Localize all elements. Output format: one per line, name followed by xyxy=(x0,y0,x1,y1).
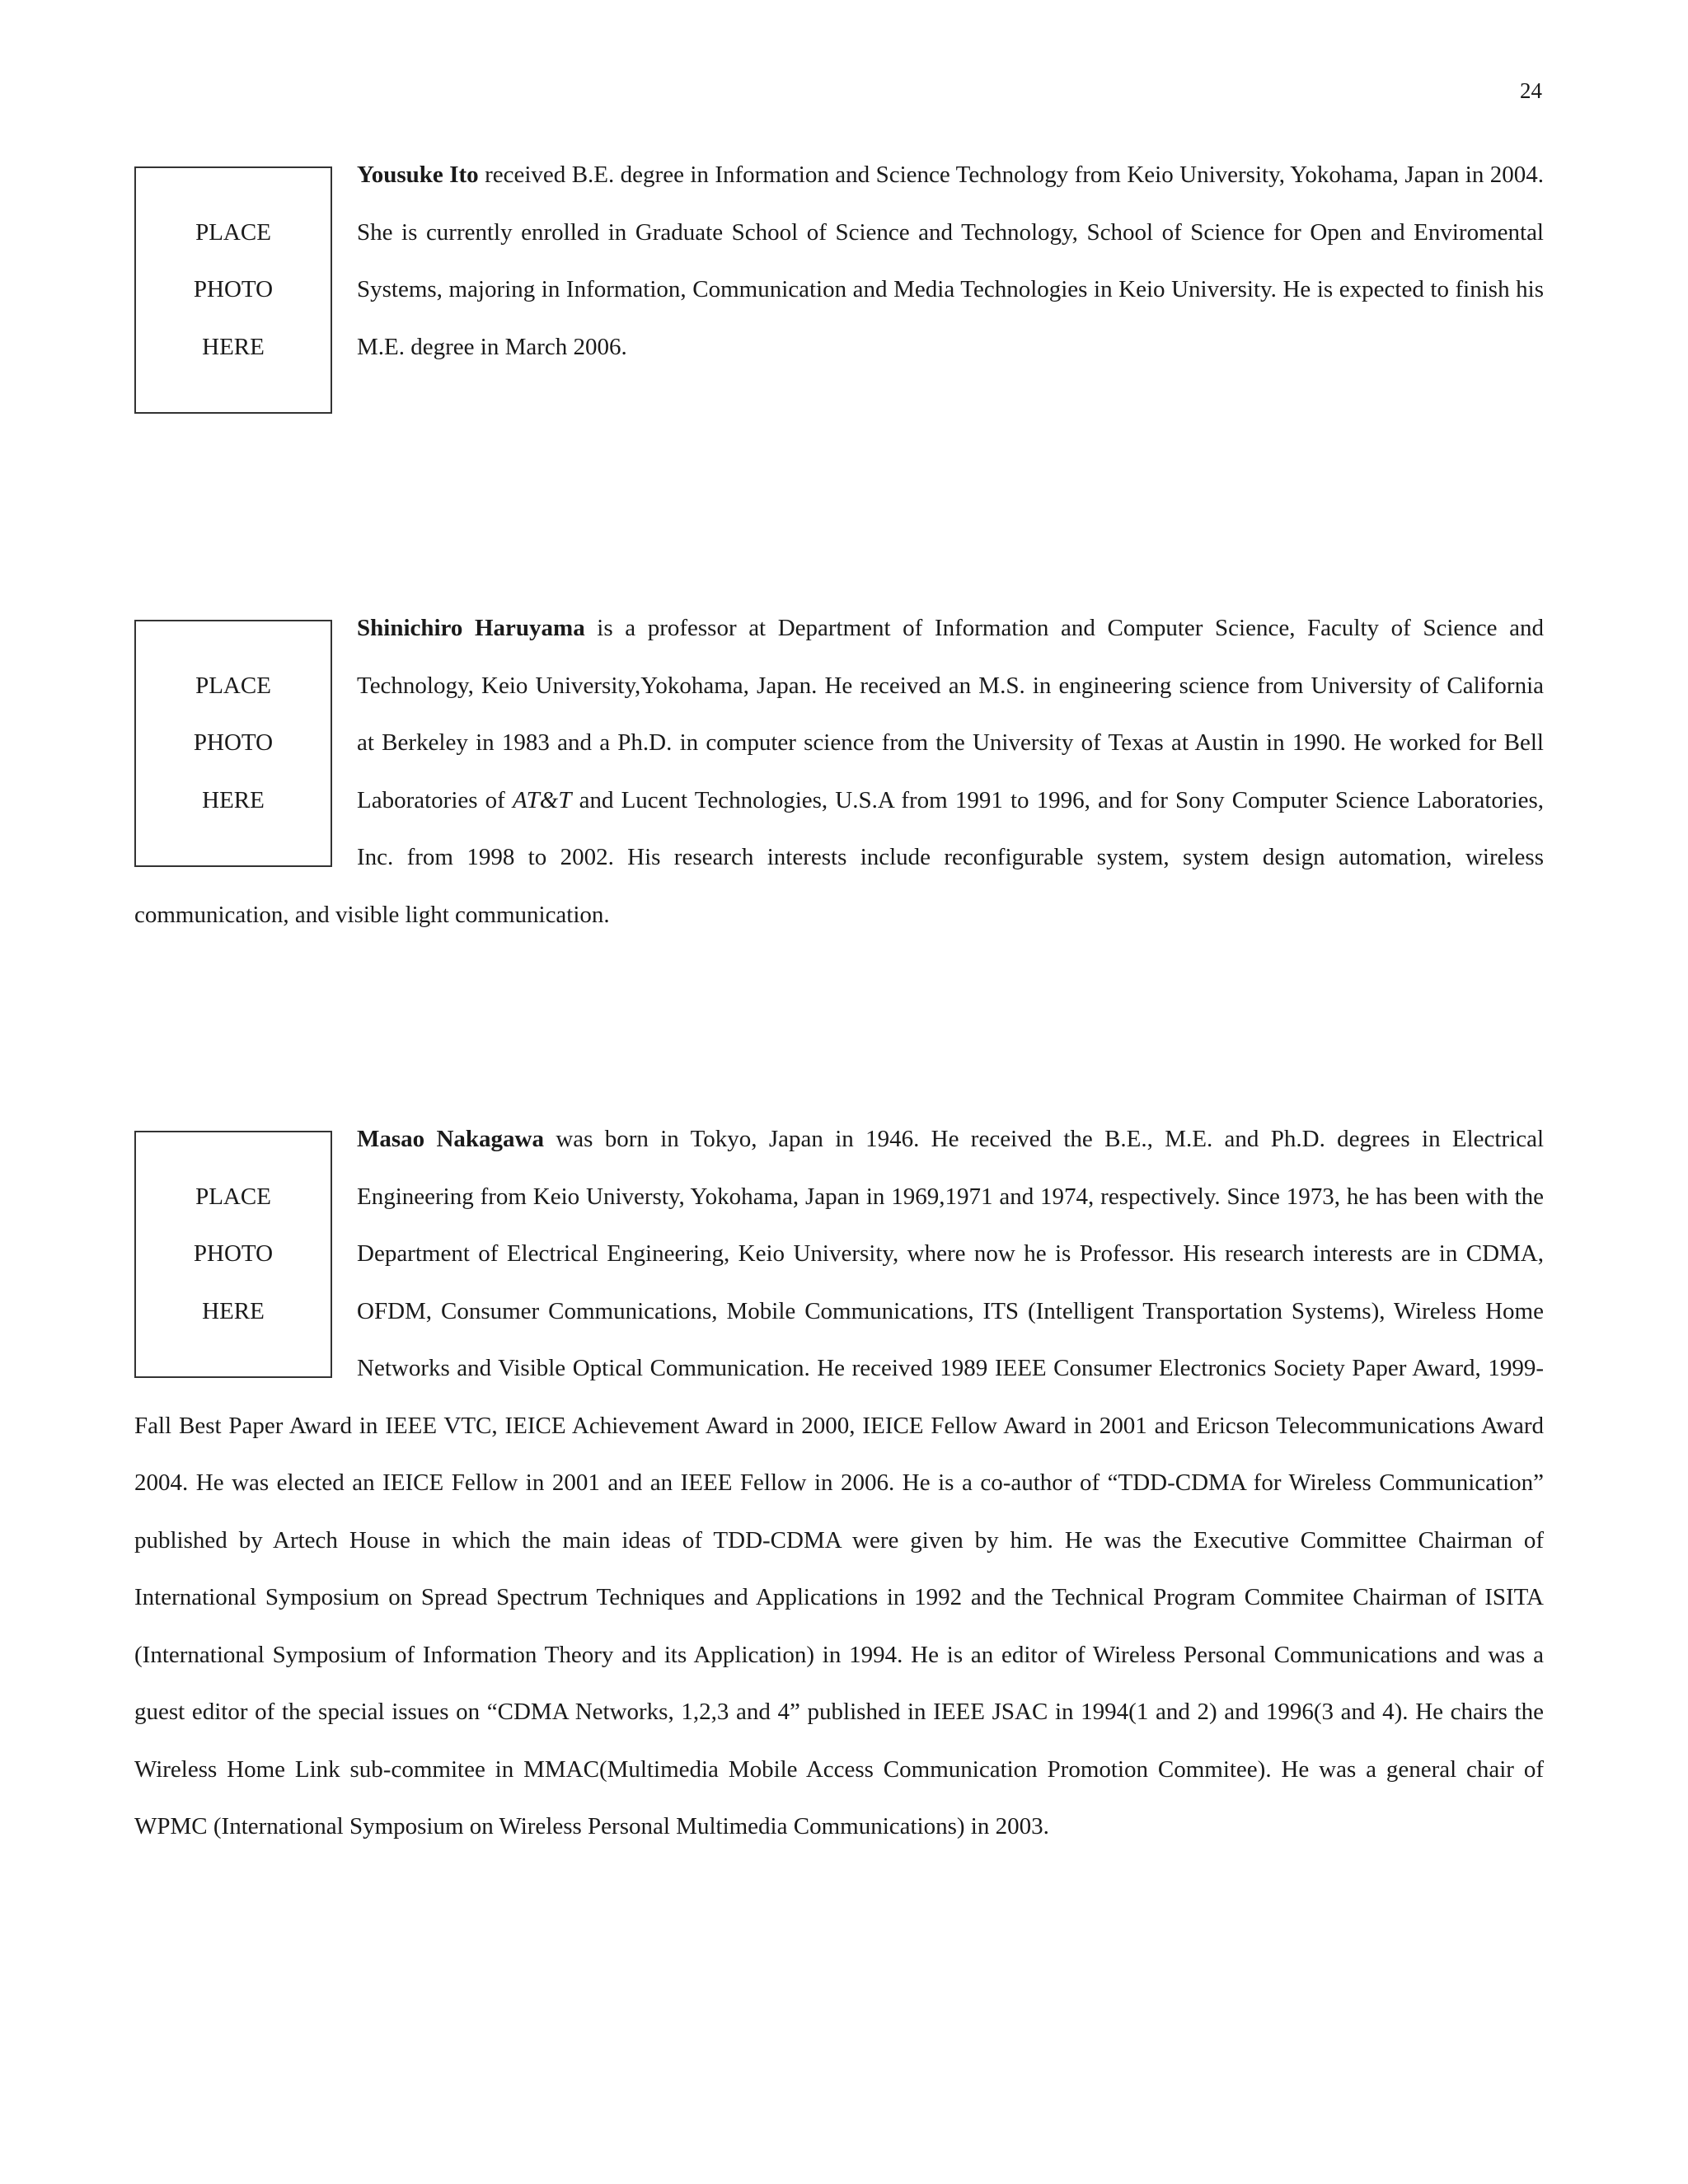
biography-body: received B.E. degree in Information and Science Technology from Keio University, Yokohama, Japan in 2004. She is currently enrolled in Graduate School of Science and Technology, School of Science for Open and Enviromental Systems, majoring in Information, Communication and Media Technologies in Keio University. He is expected to finish his M.E. degree in March 2006. xyxy=(357,162,1544,360)
biography-body: is a professor at Department of Information and Computer Science, Faculty of Science and Technology, Keio University,Yokohama, Japan. He received an M.S. in engineering science from University of California at Berkeley in 1983 and a Ph.D. in computer science from the University of Texas at Austin in 1990. He worked for Bell Laboratories of xyxy=(357,615,1544,813)
photo-placeholder xyxy=(134,166,332,414)
photo-placeholder-line: PLACE xyxy=(195,1183,271,1210)
photo-placeholder-line: HERE xyxy=(202,333,265,360)
biography-text xyxy=(134,1111,1544,1856)
photo-placeholder-line: PLACE xyxy=(195,672,271,699)
biography-shinichiro-haruyama xyxy=(134,600,1544,944)
biography-text xyxy=(134,600,1544,944)
biography-yousuke-ito xyxy=(134,147,1544,414)
biography-masao-nakagawa xyxy=(134,1111,1544,1856)
photo-placeholder xyxy=(134,620,332,867)
photo-placeholder-line: PHOTO xyxy=(193,276,274,303)
author-name: Yousuke Ito xyxy=(357,162,479,188)
company-name: AT&T xyxy=(512,786,572,813)
photo-placeholder xyxy=(134,1131,332,1378)
author-name: Shinichiro Haruyama xyxy=(357,615,585,641)
photo-placeholder-line: HERE xyxy=(202,1297,265,1324)
page-number: 24 xyxy=(1520,78,1542,103)
photo-placeholder-line: HERE xyxy=(202,786,265,813)
biography-text xyxy=(134,147,1544,376)
photo-placeholder-line: PHOTO xyxy=(193,729,274,757)
photo-placeholder-line: PLACE xyxy=(195,218,271,246)
photo-placeholder-line: PHOTO xyxy=(193,1240,274,1268)
biography-body-continued: and Lucent Technologies, U.S.A from 1991 to 1996, and for Sony Computer Science Laboratories, Inc. from 1998 to 2002. His research interests include reconfigurable system, system design automation, wireless communication, and visible light communication. xyxy=(134,786,1544,928)
author-name: Masao Nakagawa xyxy=(357,1126,544,1152)
biography-body: was born in Tokyo, Japan in 1946. He received the B.E., M.E. and Ph.D. degrees in Electrical Engineering from Keio Universty, Yokohama, Japan in 1969,1971 and 1974, respectively. Since 1973, he has been with the Department of Electrical Engineering, Keio University, where now he is Professor. His research interests are in CDMA, OFDM, Consumer Communications, Mobile Communications, ITS (Intelligent Transportation Systems), Wireless Home Networks and Visible Optical Communication. He received 1989 IEEE Consumer Electronics Society Paper Award, 1999-Fall Best Paper Award in IEEE VTC, IEICE Achievement Award in 2000, IEICE Fellow Award in 2001 and Ericson Telecommunications Award 2004. He was elected an IEICE Fellow in 2001 and an IEEE Fellow in 2006. He is a co-author of “TDD-CDMA for Wireless Communication” published by Artech House in which the main ideas of TDD-CDMA were given by him. He was the Executive Committee Chairman of International Symposium on Spread Spectrum Techniques and Applications in 1992 and the Technical Program Commitee Chairman of ISITA (International Symposium of Information Theory and its Application) in 1994. He is an editor of Wireless Personal Communications and was a guest editor of the special issues on “CDMA Networks, 1,2,3 and 4” published in IEEE JSAC in 1994(1 and 2) and 1996(3 and 4). He chairs the Wireless Home Link sub-commitee in MMAC(Multimedia Mobile Access Communication Promotion Commitee). He was a general chair of WPMC (International Symposium on Wireless Personal Multimedia Communications) in 2003. xyxy=(134,1126,1544,1840)
